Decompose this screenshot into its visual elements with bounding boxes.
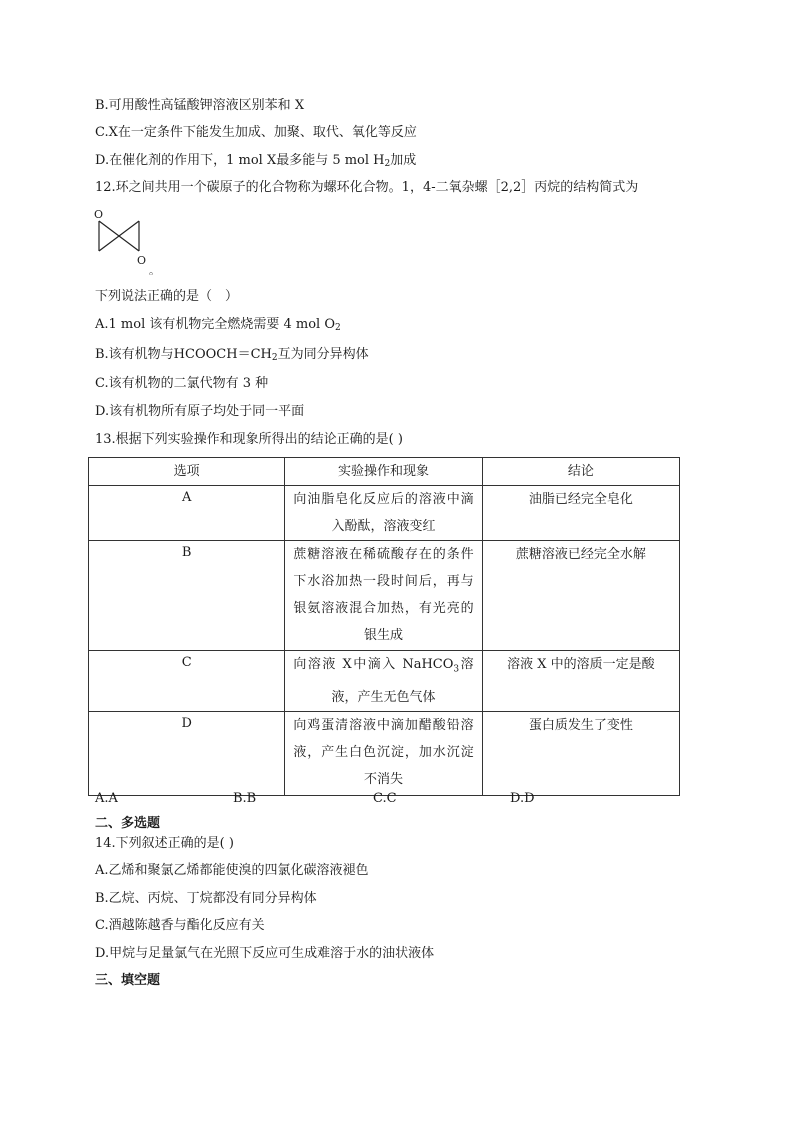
q12-stem: 12.环之间共用一个碳原子的化合物称为螺环化合物。1，4-二氧杂螺［2,2］丙烷的结构简式为: [95, 180, 639, 195]
row-option: A: [89, 486, 285, 541]
q12-option-b: B.该有机物与$HCOOCH=CH_2$互为同分异构体: [95, 347, 369, 363]
q13-stem: 13.根据下列实验操作和现象所得出的结论正确的是( ): [95, 432, 403, 447]
q14-option-c: C.酒越陈越香与酯化反应有关: [95, 918, 265, 933]
section-heading-multiple-choice: 二、多选题: [95, 816, 161, 831]
q13-choice-b: B.B: [233, 791, 257, 806]
row-operation: 向油脂皂化反应后的溶液中滴入酚酞，溶液变红: [285, 486, 482, 541]
q13-choice-d: D.D: [510, 791, 535, 806]
oxygen-label-top: O: [94, 208, 104, 221]
header-conclusion: 结论: [482, 458, 679, 486]
row-option: C: [89, 651, 285, 712]
header-option: 选项: [89, 458, 285, 486]
q12-question: 下列说法正确的是（ ）: [95, 289, 239, 304]
q11-option-b: B.可用酸性高锰酸钾溶液区别苯和 X: [95, 98, 305, 113]
row-conclusion: 蛋白质发生了变性: [482, 711, 679, 795]
row-option: D: [89, 711, 285, 795]
q14-option-a: A.乙烯和聚氯乙烯都能使溴的四氯化碳溶液褪色: [95, 863, 369, 878]
q14-option-b: B.乙烷、丙烷、丁烷都没有同分异构体: [95, 891, 317, 906]
table-row: [89, 486, 680, 541]
row-conclusion: 蔗糖溶液已经完全水解: [482, 541, 679, 651]
section-heading-fill-in: 三、填空题: [95, 973, 161, 988]
q11-option-c: C.X在一定条件下能发生加成、加聚、取代、氧化等反应: [95, 125, 417, 140]
oxygen-label-bottom: O: [137, 254, 147, 267]
q14-stem: 14.下列叙述正确的是( ): [95, 836, 234, 851]
row-operation: 蔗糖溶液在稀硫酸存在的条件下水浴加热一段时间后，再与银氨溶液混合加热，有光亮的银生成: [285, 541, 482, 651]
row-conclusion: 油脂已经完全皂化: [482, 486, 679, 541]
q12-option-d: D.该有机物所有原子均处于同一平面: [95, 404, 305, 419]
table-row: [89, 541, 680, 651]
q13-choice-c: C.C: [373, 791, 397, 806]
q11-option-d: D.在催化剂的作用下，1 mol X最多能与 5 mol $H_2$加成: [95, 153, 417, 169]
q13-table: [88, 457, 680, 796]
q14-option-d: D.甲烷与足量氯气在光照下反应可生成难溶于水的油状液体: [95, 946, 435, 961]
row-option: B: [89, 541, 285, 651]
row-operation: 向溶液 X中滴入 NaHCO$_3$溶液，产生无色气体: [285, 651, 482, 712]
spiro-structure-diagram: [93, 207, 163, 275]
row-operation: 向鸡蛋清溶液中滴加醋酸铅溶液，产生白色沉淀，加水沉淀不消失: [285, 711, 482, 795]
table-row: [89, 651, 680, 712]
row-conclusion: 溶液 X 中的溶质一定是酸: [482, 651, 679, 712]
table-row: [89, 711, 680, 795]
structure-period: 。: [149, 264, 160, 275]
q12-option-c: C.该有机物的二氯代物有 3 种: [95, 376, 269, 391]
header-operation: 实验操作和现象: [285, 458, 482, 486]
q13-choice-a: A.A: [95, 791, 118, 806]
table-header-row: [89, 458, 680, 486]
q12-option-a: A.1 mol 该有机物完全燃烧需要 4 mol $O_2$: [95, 317, 341, 333]
